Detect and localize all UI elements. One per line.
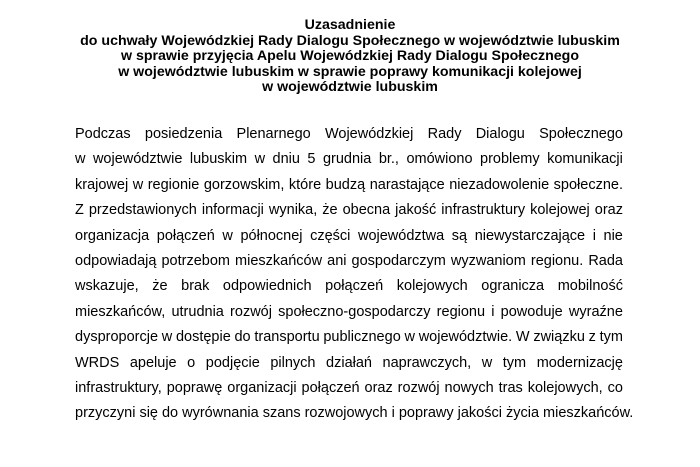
word: Wojewódzkiej (324, 126, 414, 142)
paragraph-line (75, 376, 623, 401)
heading-line: w województwie lubuskim (262, 79, 438, 96)
word: krajowej (75, 176, 129, 193)
word: budzą (325, 176, 366, 193)
word: co (607, 380, 623, 397)
word: publicznego (323, 329, 401, 346)
word: Plenarnego (236, 126, 311, 142)
word: połączeń (156, 227, 215, 244)
document-heading (60, 18, 640, 96)
word: odpowiadają (75, 253, 157, 270)
word: wyrównania (182, 405, 259, 422)
word: gorzowskim, (203, 176, 285, 193)
word: powoduje (500, 303, 563, 320)
word: części (310, 227, 351, 244)
heading-title: Uzasadnienie (304, 17, 396, 33)
word: w (254, 151, 266, 168)
word: dysproporcje (75, 329, 159, 346)
word: organizacja (75, 227, 150, 244)
word: wskazuje, (75, 278, 139, 295)
word: modernizację (536, 354, 623, 371)
word: niezadowolenie (449, 176, 550, 193)
heading-line: w województwie lubuskim w sprawie poprawy komunikacji kolejowej (118, 63, 582, 80)
word: i (491, 303, 495, 320)
word: przyczyni (75, 405, 136, 422)
word: tras (498, 380, 523, 397)
word: które (288, 176, 322, 193)
word: że (152, 278, 168, 295)
word: życia (505, 405, 540, 422)
word: tym (502, 354, 527, 371)
word: tym (599, 329, 623, 346)
word: połączeń (301, 380, 360, 397)
word: infrastruktury, (75, 380, 162, 397)
word: ani (327, 253, 347, 270)
word: z (588, 329, 596, 346)
word: jakość (395, 202, 437, 219)
word: Z (75, 202, 84, 219)
paragraph-line (75, 351, 623, 376)
word: Społecznego (539, 126, 623, 142)
word: kolejowych, (527, 380, 603, 397)
word: infrastruktury (441, 202, 526, 219)
paragraph-line (75, 274, 623, 299)
paragraph-line (75, 401, 634, 426)
word: gospodarczym (351, 253, 446, 270)
word: do (234, 329, 251, 346)
word: Podczas (75, 126, 131, 142)
word: kolejowej (530, 202, 590, 219)
word: północnej (240, 227, 303, 244)
word: poprawy (398, 405, 454, 422)
word: rozwojowych (304, 405, 388, 422)
paragraph-line (75, 249, 623, 274)
paragraph-line (75, 198, 623, 223)
word: 5 (307, 151, 316, 168)
word: br., (378, 151, 399, 168)
word: oraz (364, 380, 393, 397)
word: do (161, 405, 179, 422)
word: WRDS (75, 354, 120, 371)
word: transportu (254, 329, 320, 346)
word: wynika, (268, 202, 318, 219)
word: województwie (92, 151, 183, 168)
word: przedstawionych (88, 202, 197, 219)
word: potrzebom (161, 253, 230, 270)
word: o (187, 354, 196, 371)
word: Dialogu (475, 126, 525, 142)
word: naprawczych, (382, 354, 472, 371)
heading-line: w sprawie przyjęcia Apelu Wojewódzkiej Rady Dialogu Społecznego (120, 48, 580, 65)
word: społeczno-gospodarczy (278, 303, 431, 320)
word: dostępie (175, 329, 231, 346)
word: utrudnia (171, 303, 224, 320)
word: rozwój (397, 380, 440, 397)
word: odpowiednich (222, 278, 312, 295)
paragraph-line (75, 147, 623, 172)
word: społeczne. (553, 176, 623, 193)
word: problemy (480, 151, 540, 168)
word: w (222, 227, 233, 244)
word: regionu (436, 303, 486, 320)
word: wyzwaniom (450, 253, 526, 270)
word: związku (533, 329, 585, 346)
word: narastające (369, 176, 445, 193)
word: w (481, 354, 493, 371)
word: województwa (357, 227, 445, 244)
word: pilnych (270, 354, 316, 371)
word: i (592, 227, 596, 244)
paragraph-line (75, 300, 623, 325)
word: apeluje (129, 354, 177, 371)
heading-line: do uchwały Wojewódzkiej Rady Dialogu Społecznego w województwie lubuskim (80, 32, 620, 49)
word: i (391, 405, 395, 422)
justification-paragraph (75, 122, 634, 427)
word: nie (603, 227, 623, 244)
word: grudnia (322, 151, 372, 168)
word: województwie. (418, 329, 513, 346)
word: działań (326, 354, 372, 371)
word: W (515, 329, 530, 346)
word: posiedzenia (144, 126, 223, 142)
word: komunikacji (547, 151, 623, 168)
paragraph-line (75, 224, 623, 249)
word: poprawę (166, 380, 223, 397)
word: mieszkańców (235, 253, 323, 270)
word: wyraźne (568, 303, 623, 320)
word: w (75, 151, 86, 168)
paragraph-line (75, 173, 623, 198)
word: organizacji (227, 380, 297, 397)
word: regionie (147, 176, 200, 193)
word: brak (181, 278, 210, 295)
word: mieszkańców, (75, 303, 166, 320)
word: obecna (342, 202, 391, 219)
word: dniu (272, 151, 300, 168)
word: rozwój (230, 303, 272, 320)
word: że (322, 202, 338, 219)
word: mieszkańców. (543, 405, 634, 422)
word: niewystarczające (474, 227, 586, 244)
word: jakości (457, 405, 502, 422)
word: nowych (444, 380, 494, 397)
word: regionu. (530, 253, 584, 270)
word: lubuskim (189, 151, 248, 168)
word: informacji (201, 202, 264, 219)
paragraph-line (75, 122, 623, 147)
word: kolejowych (396, 278, 468, 295)
word: mobilność (557, 278, 623, 295)
word: szans (262, 405, 301, 422)
word: oraz (594, 202, 623, 219)
word: omówiono (406, 151, 473, 168)
word: Rady (427, 126, 462, 142)
word: w (161, 329, 173, 346)
word: połączeń (325, 278, 384, 295)
word: Rada (588, 253, 623, 270)
word: w (404, 329, 415, 346)
word: ogranicza (481, 278, 545, 295)
paragraph-line (75, 325, 623, 350)
word: są (451, 227, 468, 244)
word: podjęcie (205, 354, 260, 371)
word: się (139, 405, 158, 422)
word: w (132, 176, 144, 193)
